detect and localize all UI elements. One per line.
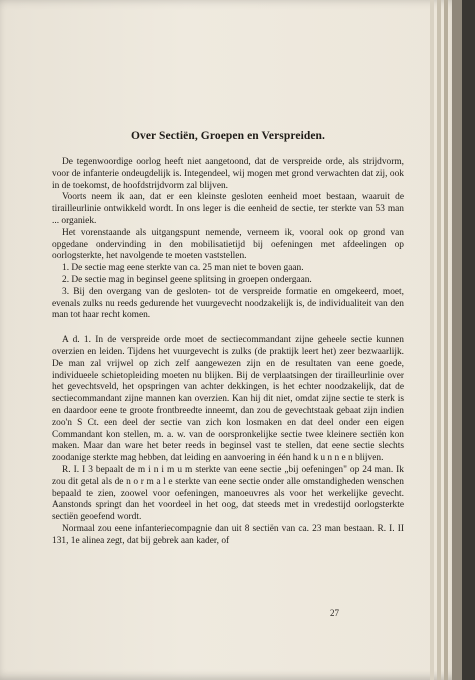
page-title: Over Sectiën, Groepen en Verspreiden. bbox=[130, 130, 326, 142]
page-content bbox=[52, 130, 404, 548]
paragraph: Normaal zou eene infanteriecompagnie dan uit 8 sectiën van ca. 23 man bestaan. R. I. II 131, 1e alinea zegt, dat bij gebrek aan kader, of bbox=[52, 523, 404, 546]
paragraph: A d. 1. In de verspreide orde moet de sectiecommandant zijne geheele sectie kunnen overzien en leiden. Tijdens het vuurgevecht is zulks (de praktijk leert het) zeer bezwaarlijk. De man zal vrijwel op zich zelf aangewezen zijn en de resultaten van eene goede, individueele schietopleiding moeten nu blijken. Bij de verplaatsingen der tirailleurlinie over het gevechtsveld, het opspringen van achter dekkingen, is het echter noodzakelijk, dat de sectiecommandant zijne mannen kan overzien. Kan hij dit niet, omdat zijne sectie te sterk is en daardoor eene te groote frontbreedte inneemt, dan zou de gevechtstaak gebaat zijn indien zoo'n S Ct. een deel der sectie van zich kon losmaken en dat deel onder een eigen Commandant kon stellen, m. a. w. van de oorspronkelijke sectie twee kleinere sectiën kon maken. Maar dan ware het beter reeds in beginsel vast te stellen, dat eene sectie slechts zoodanige sterkte mag hebben, dat leiding en aanvoering in één hand k u n n e n blijven. bbox=[52, 335, 404, 464]
paragraph: R. I. I 3 bepaalt de m i n i m u m sterkte van eene sectie „bij oefeningen" op 24 man. Ik zou dit getal als de n o r m a l e sterkte van eene sectie onder alle omstandigheden wenschen bepaald te zien, zoowel voor oefeningen, manoeuvres als voor het werkelijke gevecht. Aanstonds springt dan het voordeel in het oog, dat steeds met in vredestijd oorlogsterkte sectiën geoefend wordt. bbox=[52, 464, 404, 523]
paragraph: Het vorenstaande als uitgangspunt nemende, verneem ik, vooral ook op grond van opgedane ondervinding in den mobilisatietijd bij oefeningen met afdeelingen op oorlogsterkte, het navolgende te moeten vaststellen. bbox=[52, 227, 404, 262]
paragraph: Voorts neem ik aan, dat er een kleinste gesloten eenheid moet bestaan, waaruit de tirailleurlinie ontwikkeld wordt. In ons leger is die eenheid de sectie, ter sterkte van 53 man ... organiek. bbox=[52, 192, 404, 226]
book-spine-shadow bbox=[452, 0, 462, 680]
page-edge bbox=[437, 0, 441, 680]
paragraph: De tegenwoordige oorlog heeft niet aangetoond, dat de verspreide orde, als strijdvorm, voor de infanterie ondeugdelijk is. Integendeel, wij mogen met grond verwachten dat zij, ook in de toekomst, de hoofdstrijdvorm zal blijven. bbox=[52, 157, 404, 191]
page-edge bbox=[444, 0, 448, 680]
page-edge bbox=[430, 0, 434, 680]
list-item: 2. De sectie mag in beginsel geene splitsing in groepen ondergaan. bbox=[62, 274, 312, 285]
list-item: 1. De sectie mag eene sterkte van ca. 25 man niet te boven gaan. bbox=[62, 263, 304, 274]
page-number: 27 bbox=[330, 608, 339, 618]
list-item: 3. Bij den overgang van de gesloten- tot de verspreide formatie en omgekeerd, moet, evenals zulks nu reeds gedurende het vuurgevecht noodzakelijk is, de individualiteit van den man tot haar recht komen. bbox=[52, 286, 404, 321]
